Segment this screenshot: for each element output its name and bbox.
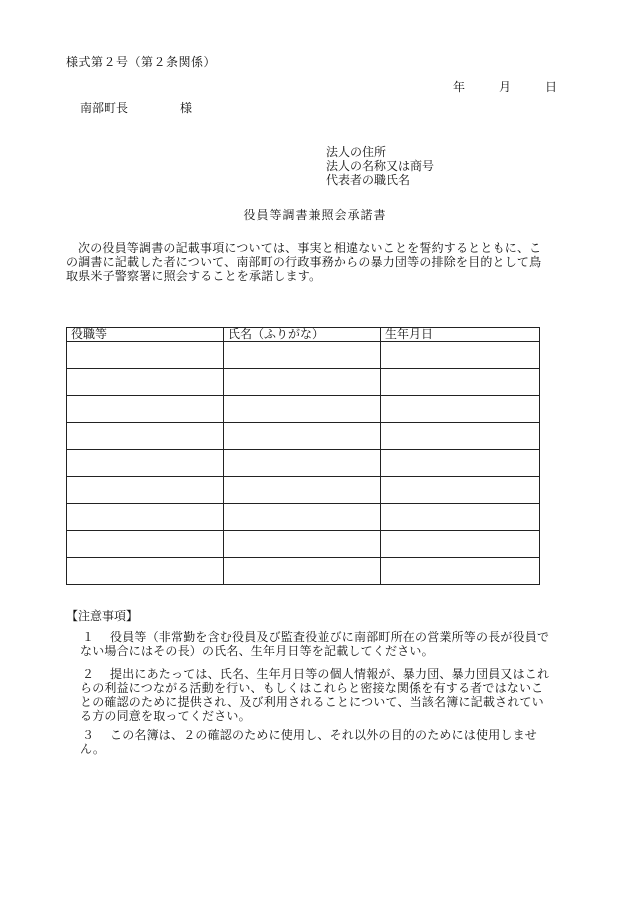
table-row: [67, 450, 540, 477]
date-month: 月: [499, 80, 512, 94]
applicant-block: [326, 145, 434, 187]
date-year: 年: [453, 80, 466, 94]
table-row: [67, 531, 540, 558]
note-text: 役員等（非常勤を含む役員及び監査役並びに南部町所在の営業所等の長が役員でない場合にはその長）の氏名、生年月日等を記載してください。: [80, 630, 550, 658]
cell-position[interactable]: [67, 477, 224, 504]
cell-name[interactable]: [224, 504, 381, 531]
note-item: [80, 667, 551, 723]
applicant-address-label: 法人の住所: [326, 145, 387, 159]
cell-name[interactable]: [224, 477, 381, 504]
consent-statement: 次の役員等調書の記載事項については、事実と相違ないことを誓約するとともに、この調書に記載した者について、南部町の行政事務からの暴力団等の排除を目的として鳥取県米子警察署に照会することを承諾します。: [66, 241, 542, 283]
cell-position[interactable]: [67, 531, 224, 558]
applicant-representative-label: 代表者の職氏名: [326, 173, 411, 187]
table-row: [67, 396, 540, 423]
cell-birthdate[interactable]: [381, 342, 540, 369]
cell-name[interactable]: [224, 558, 381, 585]
header-birthdate: 生年月日: [381, 328, 540, 342]
cell-position[interactable]: [67, 558, 224, 585]
addressee-honorific: 様: [180, 101, 193, 115]
cell-birthdate[interactable]: [381, 450, 540, 477]
table-row: [67, 504, 540, 531]
note-item: [80, 728, 551, 756]
addressee-name: 南部町長: [80, 101, 129, 115]
date-day: 日: [545, 80, 558, 94]
cell-birthdate[interactable]: [381, 423, 540, 450]
cell-name[interactable]: [224, 342, 381, 369]
notes-heading: 【注意事項】: [66, 609, 139, 623]
cell-birthdate[interactable]: [381, 477, 540, 504]
table-row: [67, 369, 540, 396]
cell-position[interactable]: [67, 423, 224, 450]
table-row: [67, 558, 540, 585]
cell-name[interactable]: [224, 396, 381, 423]
cell-birthdate[interactable]: [381, 558, 540, 585]
table-row: [67, 342, 540, 369]
cell-position[interactable]: [67, 504, 224, 531]
cell-position[interactable]: [67, 396, 224, 423]
date-line: [453, 80, 557, 95]
table-header-row: [67, 328, 540, 342]
note-text: この名簿は、２の確認のために使用し、それ以外の目的のためには使用しません。: [80, 728, 538, 756]
table-row: [67, 477, 540, 504]
note-text: 提出にあたっては、氏名、生年月日等の個人情報が、暴力団、暴力団員又はこれらの利益につながる活動を行い、もしくはこれらと密接な関係を有する者ではないことの確認のために提供され、及び利用されることについて、当該名簿に記載されている方の同意を取ってください。: [80, 667, 550, 723]
cell-name[interactable]: [224, 423, 381, 450]
note-number: ３: [82, 728, 95, 742]
cell-position[interactable]: [67, 450, 224, 477]
form-number: 様式第２号（第２条関係）: [66, 55, 217, 69]
note-number: １: [82, 630, 95, 644]
cell-birthdate[interactable]: [381, 396, 540, 423]
note-number: ２: [82, 667, 95, 681]
cell-birthdate[interactable]: [381, 369, 540, 396]
cell-name[interactable]: [224, 369, 381, 396]
cell-position[interactable]: [67, 369, 224, 396]
header-name-furigana: 氏名（ふりがな）: [224, 328, 381, 342]
applicant-name-label: 法人の名称又は商号: [326, 159, 435, 173]
addressee: [80, 101, 192, 116]
cell-birthdate[interactable]: [381, 504, 540, 531]
table-row: [67, 423, 540, 450]
officer-table: [66, 327, 540, 585]
document-title: 役員等調書兼照会承諾書: [243, 208, 387, 222]
cell-name[interactable]: [224, 450, 381, 477]
header-position: 役職等: [67, 328, 224, 342]
cell-birthdate[interactable]: [381, 531, 540, 558]
cell-name[interactable]: [224, 531, 381, 558]
note-item: [80, 630, 551, 658]
cell-position[interactable]: [67, 342, 224, 369]
